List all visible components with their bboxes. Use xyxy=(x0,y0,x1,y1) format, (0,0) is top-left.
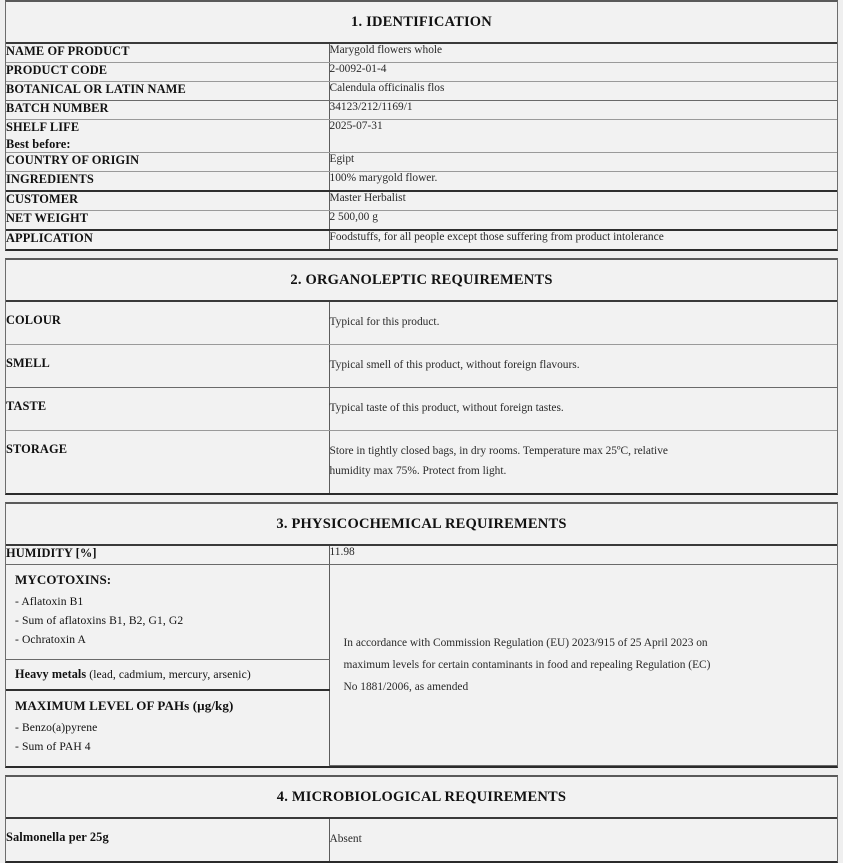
table-row xyxy=(6,172,837,192)
table-row xyxy=(6,302,837,344)
mycotoxin-item: - Ochratoxin A xyxy=(15,632,86,646)
row-label: INGREDIENTS xyxy=(6,172,329,192)
row-label: PRODUCT CODE xyxy=(6,63,329,82)
organoleptic-table xyxy=(6,302,837,493)
section-title-organoleptic: 2. ORGANOLEPTIC REQUIREMENTS xyxy=(6,260,837,302)
row-label: NET WEIGHT xyxy=(6,211,329,231)
pahs-cell xyxy=(6,690,329,766)
storage-line-2: humidity max 75%. Protect from light. xyxy=(329,464,507,477)
regulation-line-3: No 1881/2006, as amended xyxy=(343,681,469,694)
table-row-storage xyxy=(6,430,837,492)
row-value: 34123/212/1169/1 xyxy=(329,101,837,120)
section-title-physicochemical: 3. PHYSICOCHEMICAL REQUIREMENTS xyxy=(6,504,837,546)
row-value: 2-0092-01-4 xyxy=(329,63,837,82)
row-value: Typical taste of this product, without foreign tastes. xyxy=(329,387,837,430)
microbiological-table xyxy=(6,819,837,861)
row-label: COUNTRY OF ORIGIN xyxy=(6,153,329,172)
row-value: Typical for this product. xyxy=(329,302,837,344)
mycotoxins-cell xyxy=(6,564,329,659)
table-row xyxy=(6,230,837,249)
table-row xyxy=(6,191,837,211)
row-label: NAME OF PRODUCT xyxy=(6,44,329,63)
row-value: 100% marygold flower. xyxy=(329,172,837,192)
mycotoxins-heading: MYCOTOXINS: xyxy=(15,571,112,587)
pah-item: - Benzo(a)pyrene xyxy=(15,720,98,734)
table-row xyxy=(6,344,837,387)
row-label: STORAGE xyxy=(6,430,329,492)
humidity-label: HUMIDITY [%] xyxy=(6,546,329,565)
row-label: TASTE xyxy=(6,387,329,430)
heavy-metals-label: Heavy metals xyxy=(15,666,87,681)
row-value: Calendula officinalis flos xyxy=(329,82,837,101)
table-row xyxy=(6,211,837,231)
section-organoleptic xyxy=(5,258,838,495)
physicochemical-table xyxy=(6,546,837,767)
mycotoxin-item: - Sum of aflatoxins B1, B2, G1, G2 xyxy=(15,613,184,627)
row-value: Master Herbalist xyxy=(329,191,837,211)
shelf-life-label: SHELF LIFE xyxy=(6,120,80,134)
row-label: COLOUR xyxy=(6,302,329,344)
row-label: APPLICATION xyxy=(6,230,329,249)
table-row xyxy=(6,101,837,120)
row-value xyxy=(329,430,837,492)
table-row xyxy=(6,82,837,101)
regulation-line-2: maximum levels for certain contaminants in food and repealing Regulation (EC) xyxy=(343,658,711,671)
row-label: Salmonella per 25g xyxy=(6,819,329,861)
identification-table xyxy=(6,44,837,249)
section-physicochemical xyxy=(5,502,838,769)
table-row-shelf-life xyxy=(6,120,837,153)
storage-line-1: Store in tightly closed bags, in dry rooms. Temperature max 25ºC, relative xyxy=(329,444,668,457)
row-value: 2 500,00 g xyxy=(329,211,837,231)
table-row-humidity xyxy=(6,546,837,565)
table-row-mycotoxins xyxy=(6,564,837,659)
heavy-metals-detail: (lead, cadmium, mercury, arsenic) xyxy=(86,667,251,681)
section-microbiological xyxy=(5,775,838,863)
section-title-microbiological: 4. MICROBIOLOGICAL REQUIREMENTS xyxy=(6,777,837,819)
row-value: Egipt xyxy=(329,153,837,172)
row-value: Marygold flowers whole xyxy=(329,44,837,63)
heavy-metals-cell xyxy=(6,659,329,690)
section-title-identification: 1. IDENTIFICATION xyxy=(6,2,837,44)
row-label: BOTANICAL OR LATIN NAME xyxy=(6,82,329,101)
pahs-heading: MAXIMUM LEVEL OF PAHs (µg/kg) xyxy=(15,697,234,713)
table-row xyxy=(6,387,837,430)
row-label: BATCH NUMBER xyxy=(6,101,329,120)
mycotoxin-item: - Aflatoxin B1 xyxy=(15,594,84,608)
regulation-line-1: In accordance with Commission Regulation (EU) 2023/915 of 25 April 2023 on xyxy=(343,636,708,649)
regulation-note xyxy=(329,564,837,766)
row-value: Typical smell of this product, without foreign flavours. xyxy=(329,344,837,387)
table-row xyxy=(6,44,837,63)
table-row xyxy=(6,819,837,861)
row-label: CUSTOMER xyxy=(6,191,329,211)
humidity-value: 11.98 xyxy=(329,546,837,565)
row-label xyxy=(6,120,329,153)
row-value: Absent xyxy=(329,819,837,861)
table-row xyxy=(6,63,837,82)
table-row xyxy=(6,153,837,172)
row-value: 2025-07-31 xyxy=(329,120,837,153)
pah-item: - Sum of PAH 4 xyxy=(15,739,91,753)
row-label: SMELL xyxy=(6,344,329,387)
best-before-label: Best before: xyxy=(6,137,71,151)
section-identification xyxy=(5,0,838,251)
row-value: Foodstuffs, for all people except those suffering from product intolerance xyxy=(329,230,837,249)
